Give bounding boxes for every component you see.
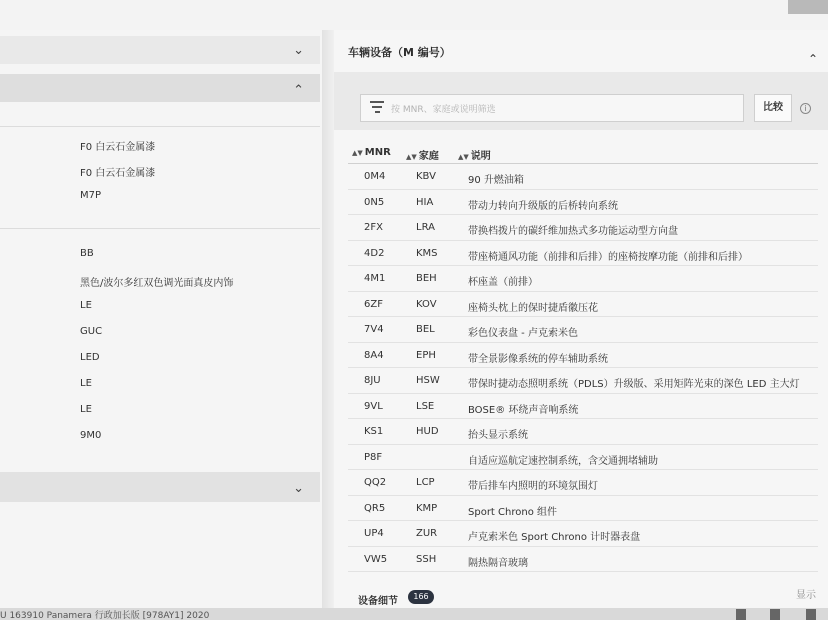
description-cell: 带换档拨片的碳纤维加热式多功能运动型方向盘	[468, 226, 678, 237]
family-cell: BEL	[416, 324, 435, 335]
table-row[interactable]	[348, 496, 818, 522]
info-icon[interactable]: i	[800, 103, 811, 114]
left-item: LED	[80, 352, 100, 363]
table-row[interactable]	[348, 343, 818, 369]
left-panel	[0, 30, 322, 620]
sort-icon: ▲▼	[352, 149, 363, 157]
trash-icon[interactable]	[770, 609, 780, 620]
left-item-paint-2: F0 白云石金属漆	[80, 168, 156, 179]
chevron-down-icon[interactable]: ⌄	[293, 481, 304, 496]
table-row[interactable]	[348, 190, 818, 216]
family-cell: EPH	[416, 349, 436, 361]
family-cell: LSE	[416, 400, 435, 412]
family-cell: LRA	[416, 222, 435, 233]
chevron-up-icon[interactable]: ⌃	[807, 52, 818, 66]
mnr-cell: 8JU	[364, 375, 381, 386]
table-row[interactable]	[348, 164, 818, 190]
table-row[interactable]	[348, 394, 818, 420]
description-cell: BOSE® 环绕声音响系统	[468, 404, 579, 416]
mnr-cell: 4M1	[364, 273, 386, 284]
left-item-interior-code: BB	[80, 248, 94, 259]
description-cell: Sport Chrono 组件	[468, 506, 557, 518]
description-cell: 带保时捷动态照明系统（PDLS）升级版、采用矩阵光束的深色 LED 主大灯	[468, 379, 800, 390]
description-cell: 卢克索米色 Sport Chrono 计时器表盘	[468, 532, 641, 543]
description-cell: 座椅头枕上的保时捷盾徽压花	[468, 302, 598, 314]
show-button[interactable]: 显示	[796, 590, 816, 601]
sort-icon: ▲▼	[458, 153, 469, 161]
family-cell: KOV	[416, 298, 437, 310]
left-item-code: M7P	[80, 190, 102, 201]
left-item-interior: 黑色/波尔多红双色调光面真皮内饰	[80, 278, 234, 289]
mnr-cell: 6ZF	[364, 298, 383, 310]
mnr-cell: 8A4	[364, 349, 384, 361]
description-cell: 彩色仪表盘 - 卢克索米色	[468, 328, 578, 339]
mnr-cell: 2FX	[364, 222, 383, 233]
table-row[interactable]	[348, 368, 818, 394]
family-cell: LCP	[416, 477, 435, 488]
mnr-cell: 0N5	[364, 196, 385, 208]
description-cell: 抬头显示系统	[468, 430, 528, 441]
left-section-header-1[interactable]	[0, 36, 320, 64]
table-row[interactable]	[348, 470, 818, 496]
table-row[interactable]	[348, 521, 818, 547]
section-title: 车辆设备（M 编号）	[348, 46, 451, 59]
description-cell: 带全景影像系统的停车辅助系统	[468, 353, 608, 365]
description-cell: 杯座盖（前排）	[468, 277, 538, 288]
pane-separator	[322, 30, 334, 620]
left-item: LE	[80, 378, 92, 389]
table-row[interactable]	[348, 419, 818, 445]
mnr-cell: QR5	[364, 502, 386, 514]
mnr-cell: VW5	[364, 553, 388, 565]
description-cell: 隔热隔音玻璃	[468, 557, 528, 569]
family-cell: KMP	[416, 502, 438, 514]
chevron-up-icon[interactable]: ⌃	[293, 83, 304, 98]
vehicle-info: U 163910 Panamera 行政加长版 [978AY1] 2020	[0, 611, 210, 620]
compare-button[interactable]: 比较	[754, 94, 792, 122]
left-section-header-2[interactable]	[0, 74, 320, 102]
left-item: GUC	[80, 326, 103, 337]
count-badge: 166	[408, 590, 434, 604]
window-top-edge	[0, 0, 828, 30]
column-header-description[interactable]: ▲▼ 说明	[458, 151, 491, 162]
divider	[0, 228, 320, 229]
column-header-mnr[interactable]: ▲▼ MNR	[352, 147, 391, 158]
divider	[0, 126, 320, 127]
mnr-cell: 9VL	[364, 400, 383, 412]
filter-placeholder: 按 MNR、家庭或说明筛选	[391, 105, 496, 115]
table-row[interactable]	[348, 445, 818, 471]
left-section-header-3[interactable]	[0, 472, 320, 502]
equipment-panel	[334, 30, 828, 620]
family-cell: HIA	[416, 196, 434, 208]
table-row[interactable]	[348, 317, 818, 343]
window-corner	[788, 0, 828, 14]
table-row[interactable]	[348, 241, 818, 267]
mnr-cell: 0M4	[364, 171, 386, 182]
mnr-cell: UP4	[364, 528, 384, 539]
filter-icon	[369, 101, 385, 115]
mnr-cell: 4D2	[364, 247, 385, 259]
chevron-down-icon[interactable]: ⌄	[293, 43, 304, 58]
table-row[interactable]	[348, 215, 818, 241]
more-icon[interactable]	[806, 609, 816, 620]
family-cell: SSH	[416, 553, 437, 565]
sort-icon: ▲▼	[406, 153, 417, 161]
mnr-cell: QQ2	[364, 477, 387, 488]
mnr-cell: P8F	[364, 451, 383, 463]
left-item: 9M0	[80, 430, 102, 441]
mnr-cell: 7V4	[364, 324, 384, 335]
description-cell: 带动力转向升级版的后桥转向系统	[468, 200, 618, 212]
description-cell: 带后排车内照明的环境氛围灯	[468, 481, 598, 492]
description-cell: 带座椅通风功能（前排和后排）的座椅按摩功能（前排和后排）	[468, 251, 748, 263]
table-row[interactable]	[348, 266, 818, 292]
filter-input[interactable]	[360, 94, 744, 122]
family-cell: ZUR	[416, 528, 438, 539]
mnr-cell: KS1	[364, 426, 384, 437]
print-icon[interactable]	[736, 609, 746, 620]
description-cell: 90 升燃油箱	[468, 175, 524, 186]
left-item-paint-1: F0 白云石金属漆	[80, 142, 156, 153]
column-header-family[interactable]: ▲▼ 家庭	[406, 151, 439, 162]
table-row[interactable]	[348, 292, 818, 318]
family-cell: KMS	[416, 247, 438, 259]
left-item: LE	[80, 300, 92, 311]
family-cell: HSW	[416, 375, 440, 386]
family-cell: BEH	[416, 273, 437, 284]
description-cell: 自适应巡航定速控制系统，含交通拥堵辅助	[468, 455, 658, 467]
table-row[interactable]	[348, 547, 818, 573]
status-bar	[0, 608, 828, 620]
family-cell: HUD	[416, 426, 439, 437]
left-item: LE	[80, 404, 92, 415]
equipment-details-label: 设备细节	[358, 596, 398, 607]
family-cell: KBV	[416, 171, 436, 182]
